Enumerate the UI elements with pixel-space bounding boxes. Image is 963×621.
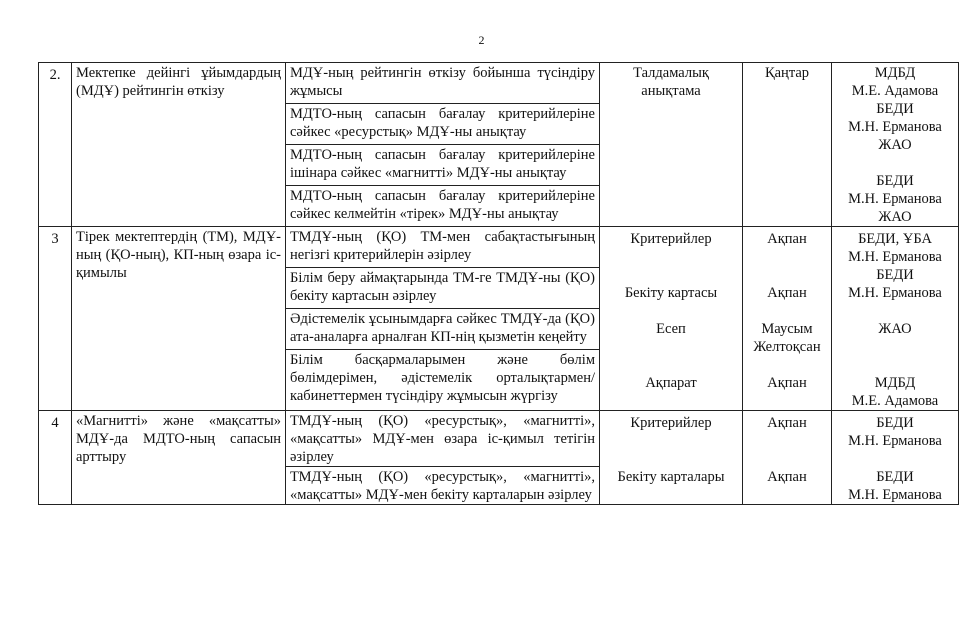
term-text: Қаңтар (764, 65, 810, 81)
form-cell (600, 227, 743, 411)
responsible-line: М.Е. Адамова (851, 83, 939, 99)
term-text: Маусым (761, 321, 813, 337)
form-text: Есеп (656, 321, 686, 337)
responsible-line: М.Н. Ерманова (848, 191, 942, 207)
row-number: 2. (39, 63, 72, 227)
form-text: Талдамалық анықтама (633, 65, 709, 99)
activity-cell: Әдістемелік ұсынымдарға сәйкес ТМДҰ-да (ҚО) ата-аналарға арналған КП-нің қызметін кеңейту (286, 309, 600, 350)
responsible-line: БЕДИ (876, 415, 914, 431)
responsible-line: МДБД (874, 375, 916, 391)
form-text: Бекіту картасы (624, 285, 718, 301)
activity-cell: Білім басқармаларымен және бөлім бөлімдерімен, әдістемелік орталықтармен/ кабинеттермен түсіндіру жұмысын жүргізу (286, 350, 600, 411)
row-title: Тірек мектептердің (ТМ), МДҰ-ның (ҚО-ның), КП-ның өзара іс-қимылы (72, 227, 286, 411)
responsible-cell (832, 63, 959, 227)
responsible-line: ЖАО (878, 209, 912, 225)
activity-cell: МДТО-ның сапасын бағалау критерийлеріне сәйкес келмейтін «тірек» МДҰ-ны анықтау (286, 186, 600, 227)
form-text: Ақпарат (645, 375, 697, 391)
activity-cell: Білім беру аймақтарында ТМ-ге ТМДҰ-ны (ҚО) бекіту картасын әзірлеу (286, 268, 600, 309)
responsible-line: ЖАО (878, 137, 912, 153)
responsible-line: БЕДИ (876, 173, 914, 189)
activity-cell: ТМДҰ-ның (ҚО) ТМ-мен сабақтастығының негізгі критерийлерін әзірлеу (286, 227, 600, 268)
activity-cell: МДТО-ның сапасын бағалау критерийлеріне сәйкес «ресурстық» МДҰ-ны анықтау (286, 104, 600, 145)
form-text: Бекіту карталары (617, 469, 725, 485)
responsible-line: М.Н. Ерманова (848, 487, 942, 503)
term-text: Ақпан (767, 469, 807, 485)
activity-cell: ТМДҰ-ның (ҚО) «ресурстық», «магнитті», «мақсатты» МДҰ-мен бекіту карталарын әзірлеу (286, 467, 600, 505)
responsible-line: М.Н. Ерманова (848, 433, 942, 449)
table-row (39, 411, 959, 467)
row-title: «Магнитті» және «мақсатты» МДҰ-да МДТО-ның сапасын арттыру (72, 411, 286, 505)
row-number: 4 (39, 411, 72, 505)
responsible-line: М.Н. Ерманова (848, 119, 942, 135)
row-number: 3 (39, 227, 72, 411)
activity-cell: ТМДҰ-ның (ҚО) «ресурстық», «магнитті», «мақсатты» МДҰ-мен өзара іс-қимыл тетігін әзірлеу (286, 411, 600, 467)
responsible-line: М.Н. Ерманова (848, 249, 942, 265)
term-text: Ақпан (767, 375, 807, 391)
plan-table (38, 62, 959, 505)
form-cell (600, 63, 743, 227)
responsible-line: ЖАО (878, 321, 912, 337)
term-text: Желтоқсан (753, 339, 821, 355)
term-cell (743, 227, 832, 411)
responsible-line: М.Е. Адамова (851, 393, 939, 409)
term-cell (743, 411, 832, 505)
table-row (39, 63, 959, 104)
term-cell (743, 63, 832, 227)
form-text: Критерийлер (630, 415, 712, 431)
row-title: Мектепке дейінгі ұйымдардың (МДҰ) рейтингін өткізу (72, 63, 286, 227)
term-text: Ақпан (767, 285, 807, 301)
responsible-line: БЕДИ (876, 469, 914, 485)
term-text: Ақпан (767, 231, 807, 247)
table-row (39, 227, 959, 268)
responsible-line: М.Н. Ерманова (848, 285, 942, 301)
responsible-line: БЕДИ (876, 101, 914, 117)
responsible-cell (832, 227, 959, 411)
responsible-line: БЕДИ, ҰБА (858, 231, 932, 247)
page-number: 2 (478, 33, 485, 47)
form-text: Критерийлер (630, 231, 712, 247)
form-cell (600, 411, 743, 505)
activity-cell: МДТО-ның сапасын бағалау критерийлеріне ішінара сәйкес «магнитті» МДҰ-ны анықтау (286, 145, 600, 186)
term-text: Ақпан (767, 415, 807, 431)
responsible-line: БЕДИ (876, 267, 914, 283)
responsible-line: МДБД (874, 65, 916, 81)
responsible-cell (832, 411, 959, 505)
activity-cell: МДҰ-ның рейтингін өткізу бойынша түсіндіру жұмысы (286, 63, 600, 104)
